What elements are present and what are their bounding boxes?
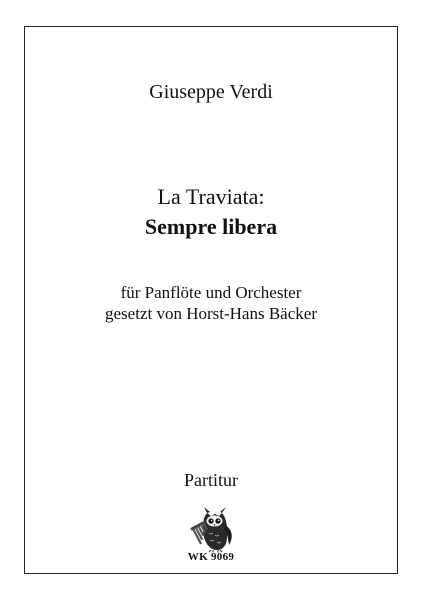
owl-with-panflute-icon <box>187 505 241 553</box>
catalog-number: WK 9069 <box>187 551 235 563</box>
work-title: La Traviata: <box>157 184 265 209</box>
score-type: Partitur <box>184 470 238 490</box>
arranger-line: gesetzt von Horst-Hans Bäcker <box>105 304 317 323</box>
piece-subtitle: Sempre libera <box>144 214 278 239</box>
title-page <box>24 26 398 574</box>
composer-name: Giuseppe Verdi <box>149 81 273 103</box>
instrumentation-line: für Panflöte und Orchester <box>120 283 302 302</box>
